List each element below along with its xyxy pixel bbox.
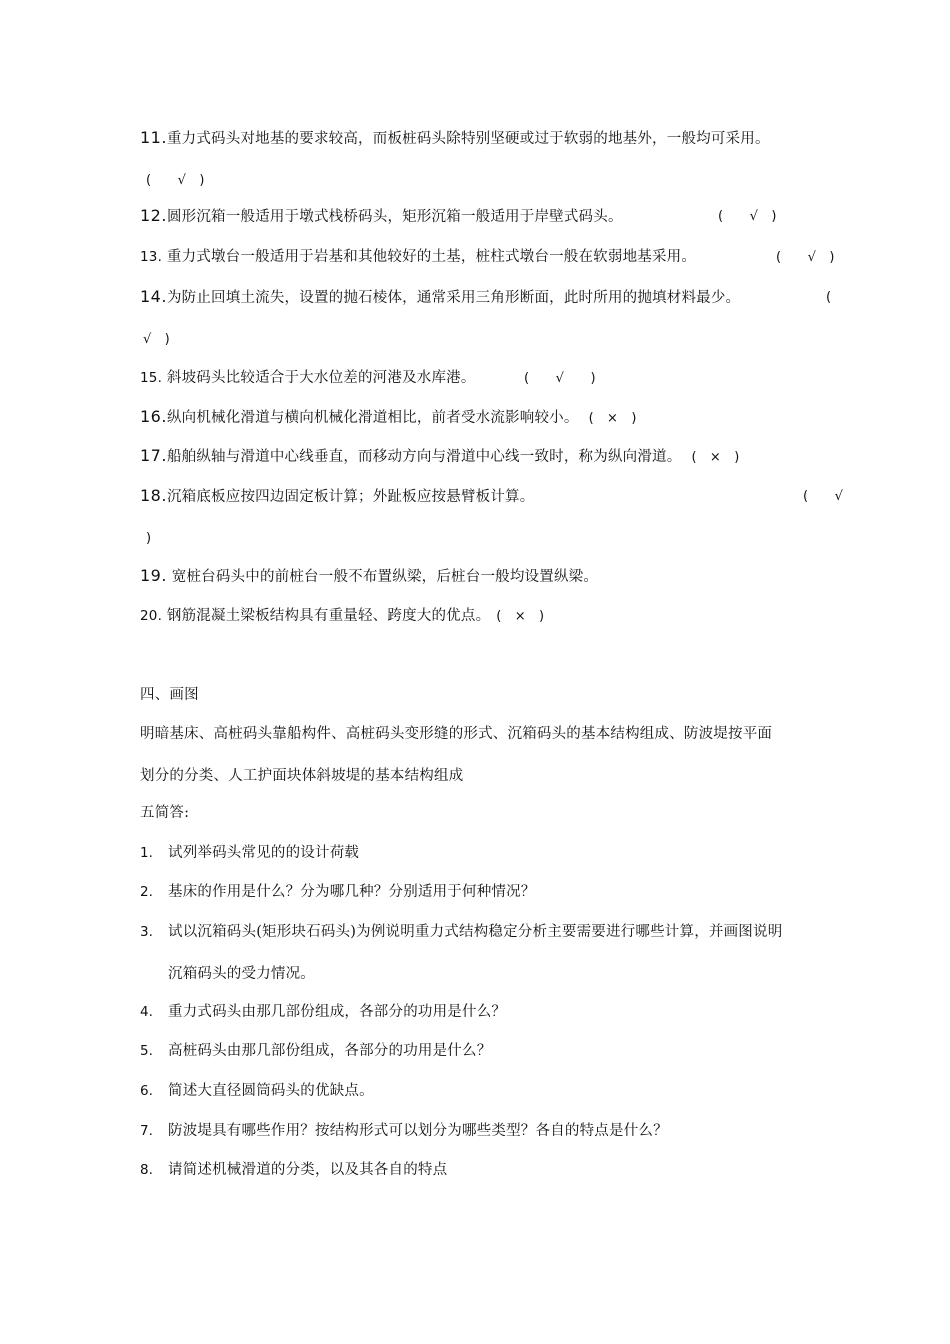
short-answer-heading: 五简答:	[140, 805, 190, 821]
item-text: 船舶纵轴与滑道中心线垂直，而移动方向与滑道中心线一致时，称为纵向滑道。	[166, 449, 682, 465]
list-text: 请简述机械滑道的分类，以及其各自的特点	[168, 1162, 448, 1178]
list-number: 2.	[140, 884, 153, 900]
judgement-item-15	[140, 368, 476, 388]
drawing-section-line-1: 明暗基床、高桩码头靠船构件、高桩码头变形缝的形式、沉箱码头的基本结构组成、防波堤按平面	[140, 726, 773, 742]
item-number: 11.	[140, 128, 167, 147]
judgement-item-15-answer	[524, 368, 596, 389]
item-number: 12.	[140, 206, 167, 225]
judgement-item-11-answer	[146, 170, 205, 191]
item-number: 15.	[140, 370, 163, 386]
list-number: 7.	[140, 1123, 153, 1139]
item-answer: ( √ )	[524, 371, 596, 386]
list-number: 3.	[140, 924, 153, 940]
judgement-item-14	[140, 287, 740, 308]
list-text-continued: 沉箱码头的受力情况。	[168, 966, 315, 982]
item-answer: ( × )	[691, 450, 740, 465]
list-text: 重力式码头由那几部份组成，各部分的功用是什么？	[168, 1004, 507, 1020]
judgement-item-18-answer	[146, 528, 151, 549]
item-number: 16.	[140, 407, 167, 426]
judgement-item-16	[140, 407, 637, 429]
item-number: 17.	[140, 446, 167, 465]
drawing-section-line-2: 划分的分类、人工护面块体斜坡堤的基本结构组成	[140, 768, 464, 784]
item-text: 沉箱底板应按四边固定板计算；外趾板应按悬臂板计算。	[166, 489, 535, 505]
judgement-item-11	[140, 128, 770, 149]
list-number: 8.	[140, 1162, 153, 1178]
item-text: 为防止回填土流失，设置的抛石棱体，通常采用三角形断面，此时所用的抛填材料最少。	[166, 290, 741, 306]
judgement-item-19	[140, 566, 598, 587]
list-number: 1.	[140, 845, 153, 861]
item-answer: ( √ )	[718, 209, 777, 224]
judgement-item-17	[140, 446, 740, 468]
judgement-item-14-answer-open	[826, 287, 831, 308]
item-answer: ( √ )	[776, 250, 835, 265]
list-number: 4.	[140, 1004, 153, 1020]
item-text: 纵向机械化滑道与横向机械化滑道相比，前者受水流影响较小。	[166, 410, 579, 426]
list-text: 试以沉箱码头(矩形块石码头)为例说明重力式结构稳定分析主要需要进行哪些计算，并画图说明	[168, 924, 783, 940]
judgement-item-18-answer-open	[803, 486, 843, 507]
item-text: 宽桩台码头中的前桩台一般不布置纵梁，后桩台一般均设置纵梁。	[166, 569, 599, 585]
judgement-item-14-answer	[143, 329, 170, 350]
item-text: 圆形沉箱一般适用于墩式栈桥码头，矩形沉箱一般适用于岸壁式码头。	[166, 209, 623, 225]
item-answer: ( × )	[496, 609, 545, 624]
item-answer: )	[146, 531, 152, 546]
list-text: 试列举码头常见的的设计荷载	[168, 845, 360, 861]
item-text: 重力式墩台一般适用于岩基和其他较好的土基，桩柱式墩台一般在软弱地基采用。	[162, 249, 697, 265]
list-text: 简述大直径圆筒码头的优缺点。	[168, 1083, 374, 1099]
item-number: 18.	[140, 486, 167, 505]
item-text: 钢筋混凝土梁板结构具有重量轻、跨度大的优点。	[162, 608, 491, 624]
item-answer: √ )	[143, 332, 170, 347]
list-text: 基床的作用是什么？分为哪几种？分别适用于何种情况？	[168, 884, 536, 900]
drawing-section-heading: 四、画图	[140, 687, 199, 703]
judgement-item-12	[140, 206, 623, 227]
item-answer-open: (	[826, 290, 832, 305]
judgement-item-12-answer	[718, 206, 777, 227]
judgement-item-13-answer	[776, 247, 835, 268]
list-number: 6.	[140, 1083, 153, 1099]
list-text: 高桩码头由那几部份组成，各部分的功用是什么？	[168, 1043, 492, 1059]
item-answer: ( × )	[588, 411, 637, 426]
judgement-item-13	[140, 247, 696, 267]
item-number: 20.	[140, 608, 163, 624]
item-text: 斜坡码头比较适合于大水位差的河港及水库港。	[162, 370, 476, 386]
item-number: 19.	[140, 566, 167, 585]
item-number: 14.	[140, 287, 167, 306]
item-answer: ( √ )	[146, 173, 205, 188]
list-number: 5.	[140, 1043, 153, 1059]
judgement-item-20	[140, 606, 544, 627]
judgement-item-18	[140, 486, 534, 507]
item-number: 13.	[140, 249, 163, 265]
item-text: 重力式码头对地基的要求较高，而板桩码头除特别坚硬或过于软弱的地基外，一般均可采用。	[166, 131, 770, 147]
list-text: 防波堤具有哪些作用？按结构形式可以划分为哪些类型？各自的特点是什么？	[168, 1123, 668, 1139]
item-answer-open: ( √	[803, 489, 844, 504]
